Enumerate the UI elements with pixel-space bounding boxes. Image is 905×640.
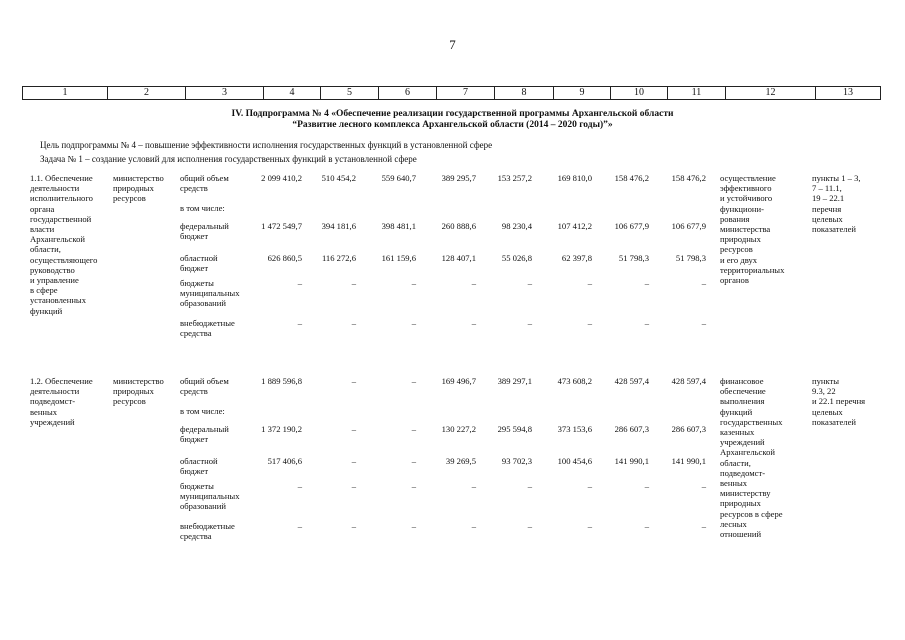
funding-amount: 286 607,3 [614,424,649,434]
funding-amount: 428 597,4 [614,376,649,386]
funding-amount: 1 372 190,2 [261,424,302,434]
funding-amount: 98 230,4 [501,221,532,231]
funding-amount: – [527,278,532,288]
subprogram-task: Задача № 1 – создание условий для исполнения государственных функций в установленной сфере [40,154,417,164]
section-title-line2: “Развитие лесного комплекса Архангельской области (2014 – 2020 годы)”» [292,120,613,130]
funding-amount: 130 227,2 [441,424,476,434]
funding-amount: 1 889 596,8 [261,376,302,386]
funding-amount: – [411,376,416,386]
funding-amount: 51 798,3 [618,253,649,263]
funding-amount: – [587,521,592,531]
funding-amount: – [411,424,416,434]
funding-amount: – [587,481,592,491]
funding-amount: – [351,318,356,328]
funding-amount: 141 990,1 [671,456,706,466]
funding-amount: – [527,318,532,328]
funding-source: федеральный бюджет [180,424,229,445]
funding-amount: 128 407,1 [441,253,476,263]
column-number-cell: 4 [264,87,321,100]
funding-amount: – [701,521,706,531]
section-title [0,109,905,131]
expected-result: финансовое обеспечение выполнения функций государственных казенных учреждений Архангельской области, подведомст- венных министерству природных ресурсов в сфере лесных отношений [720,376,783,540]
funding-amount: – [701,318,706,328]
funding-amount: 389 295,7 [441,173,476,183]
funding-amount: – [527,521,532,531]
funding-amount: – [471,318,476,328]
funding-source: областной бюджет [180,253,218,274]
funding-amount: – [351,481,356,491]
section-title-line1: IV. Подпрограмма № 4 «Обеспечение реализации государственной программы Архангельской области [231,109,674,119]
funding-amount: – [297,481,302,491]
funding-amount: – [411,521,416,531]
column-number-cell: 6 [379,87,437,100]
funding-amount: 153 257,2 [497,173,532,183]
funding-amount: 1 472 549,7 [261,221,302,231]
column-number-cell: 3 [186,87,264,100]
column-number-cell: 11 [668,87,726,100]
funding-amount: 100 454,6 [557,456,592,466]
funding-amount: 295 594,8 [497,424,532,434]
funding-amount: 260 888,6 [441,221,476,231]
funding-amount: 473 608,2 [557,376,592,386]
executor: министерство природных ресурсов [113,173,164,204]
funding-amount: 286 607,3 [671,424,706,434]
funding-amount: – [351,456,356,466]
funding-amount: – [351,424,356,434]
funding-source: областной бюджет [180,456,218,477]
funding-amount: – [471,521,476,531]
event-name: 1.1. Обеспечение деятельности исполнительного органа государственной власти Архангельской области, осуществляющего руководство и управление в сфере установленных функций [30,173,98,316]
funding-amount: 559 640,7 [381,173,416,183]
executor: министерство природных ресурсов [113,376,164,407]
funding-amount: – [351,521,356,531]
funding-amount: 510 454,2 [321,173,356,183]
funding-amount: 116 272,6 [321,253,356,263]
funding-amount: 626 860,5 [267,253,302,263]
page-number: 7 [449,37,456,52]
funding-amount: – [644,481,649,491]
funding-amount: 161 159,6 [381,253,416,263]
funding-amount: 62 397,8 [561,253,592,263]
funding-amount: – [644,318,649,328]
funding-amount: – [587,278,592,288]
funding-amount: 106 677,9 [614,221,649,231]
funding-amount: 517 406,6 [267,456,302,466]
funding-amount: 394 181,6 [321,221,356,231]
funding-source: в том числе: [180,203,225,213]
funding-amount: – [411,481,416,491]
funding-amount: – [411,318,416,328]
funding-amount: – [587,318,592,328]
funding-amount: – [471,481,476,491]
funding-amount: 141 990,1 [614,456,649,466]
funding-amount: 169 496,7 [441,376,476,386]
column-number-cell: 1 [23,87,108,100]
funding-source: внебюджетные средства [180,521,235,542]
funding-source: общий объем средств [180,376,229,397]
funding-amount: – [297,278,302,288]
column-number-cell: 9 [554,87,611,100]
column-number-cell: 2 [108,87,186,100]
funding-amount: 428 597,4 [671,376,706,386]
funding-source: в том числе: [180,406,225,416]
funding-amount: 389 297,1 [497,376,532,386]
column-number-cell: 12 [726,87,816,100]
funding-amount: – [644,278,649,288]
funding-amount: 93 702,3 [501,456,532,466]
funding-amount: 107 412,2 [557,221,592,231]
funding-source: бюджеты муниципальных образований [180,481,240,512]
funding-amount: 106 677,9 [671,221,706,231]
funding-amount: – [351,376,356,386]
funding-source: внебюджетные средства [180,318,235,339]
funding-amount: – [644,521,649,531]
funding-source: федеральный бюджет [180,221,229,242]
funding-amount: – [527,481,532,491]
funding-amount: – [411,456,416,466]
target-indicators: пункты 9.3, 22 и 22.1 перечня целевых показателей [812,376,866,427]
funding-amount: 169 810,0 [557,173,592,183]
funding-amount: 2 099 410,2 [261,173,302,183]
funding-amount: 158 476,2 [614,173,649,183]
funding-source: общий объем средств [180,173,229,194]
funding-amount: – [297,318,302,328]
funding-amount: – [701,481,706,491]
funding-amount: 158 476,2 [671,173,706,183]
funding-amount: – [471,278,476,288]
column-number-cell: 10 [611,87,668,100]
funding-amount: 373 153,6 [557,424,592,434]
column-number-cell: 7 [437,87,495,100]
target-indicators: пункты 1 – 3, 7 – 11.1, 19 – 22.1 перечня целевых показателей [812,173,861,235]
funding-amount: 39 269,5 [445,456,476,466]
funding-amount: 51 798,3 [675,253,706,263]
column-number-cell: 13 [816,87,881,100]
event-name: 1.2. Обеспечение деятельности подведомст- венных учреждений [30,376,93,427]
subprogram-goal: Цель подпрограммы № 4 – повышение эффективности исполнения государственных функций в установленной сфере [40,140,493,150]
column-number-cell: 8 [495,87,554,100]
funding-amount: – [701,278,706,288]
funding-amount: – [351,278,356,288]
expected-result: осуществление эффективного и устойчивого функциони- рования министерства природных ресурсов и его двух территориальных органов [720,173,785,286]
funding-source: бюджеты муниципальных образований [180,278,240,309]
column-number-header [22,86,881,100]
funding-amount: 55 026,8 [501,253,532,263]
funding-amount: 398 481,1 [381,221,416,231]
funding-amount: – [411,278,416,288]
column-number-cell: 5 [321,87,379,100]
funding-amount: – [297,521,302,531]
